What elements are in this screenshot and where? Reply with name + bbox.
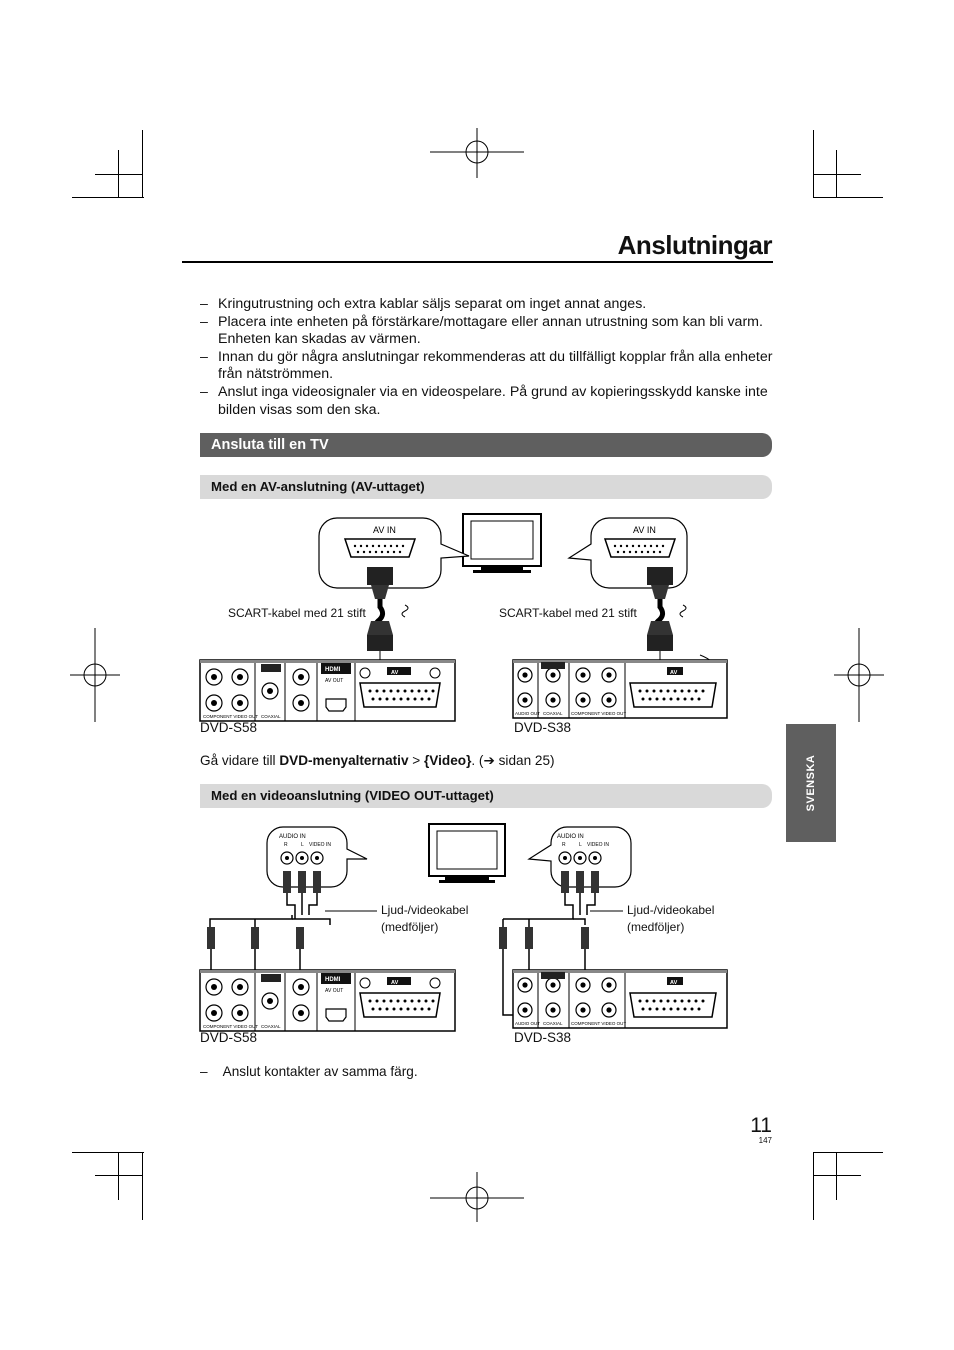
svg-text:AUDIO OUT: AUDIO OUT [515, 1021, 541, 1026]
tv-icon [429, 824, 505, 883]
registration-target-bottom [430, 1172, 524, 1222]
svg-text:R: R [284, 842, 288, 848]
crop-mark [118, 1152, 119, 1200]
registration-target-top [430, 128, 524, 178]
color-match-note: – Anslut kontakter av samma färg. [200, 1064, 418, 1079]
crop-mark [95, 174, 143, 175]
dvd-s38-rear-panel [513, 660, 727, 718]
crop-mark [813, 1152, 814, 1220]
av-cable-label: Ljud-/videokabel (medföljer) [381, 903, 469, 934]
svg-text:COAXIAL: COAXIAL [543, 1021, 563, 1026]
svg-text:AV: AV [391, 670, 399, 676]
model-label-dvd-s58: DVD-S58 [200, 720, 258, 735]
svg-text:COMPONENT VIDEO OUT: COMPONENT VIDEO OUT [571, 711, 627, 716]
svg-text:HDMI: HDMI [325, 977, 341, 983]
dvd-s58-rear-panel [200, 660, 455, 721]
av-cable-label: Ljud-/videokabel (medföljer) [627, 903, 715, 934]
model-label-dvd-s38: DVD-S38 [514, 1030, 572, 1045]
language-side-tab: SVENSKA [786, 724, 836, 842]
scart-cable-label: SCART-kabel med 21 stift [228, 606, 366, 620]
svg-text:AUDIO IN: AUDIO IN [557, 834, 584, 840]
av-in-label: AV IN [373, 525, 396, 535]
svg-text:AV: AV [670, 980, 678, 986]
page-number-small: 147 [758, 1136, 772, 1145]
dvd-s58-rear-panel [200, 970, 455, 1031]
svg-text:L: L [579, 842, 582, 848]
registration-target-left [70, 628, 120, 722]
dvd-s38-rear-panel [513, 970, 727, 1028]
crop-mark [813, 1175, 861, 1176]
bullet-item: – Innan du gör några anslutningar rekommenderas att du tillfälligt kopplar från alla enheter från nätströmmen. [200, 348, 773, 383]
crop-mark [813, 197, 883, 198]
registration-target-right [834, 628, 884, 722]
svg-text:COMPONENT VIDEO OUT: COMPONENT VIDEO OUT [203, 714, 259, 719]
title-rule [182, 261, 773, 263]
tv-icon [463, 514, 541, 573]
crop-mark [142, 130, 143, 198]
svg-text:AV OUT: AV OUT [325, 678, 344, 684]
menu-navigation-instruction: Gå vidare till DVD-menyalternativ > {Video}. (➔ sidan 25) [200, 753, 555, 768]
crop-mark [836, 1152, 837, 1200]
crop-mark [95, 1175, 143, 1176]
svg-text:COMPONENT VIDEO OUT: COMPONENT VIDEO OUT [571, 1021, 627, 1026]
svg-text:AV: AV [391, 980, 399, 986]
svg-text:VIDEO IN: VIDEO IN [309, 842, 331, 848]
svg-text:L: L [301, 842, 304, 848]
intro-bullet-list [200, 296, 780, 419]
model-label-dvd-s58: DVD-S58 [200, 1030, 258, 1045]
arrow-right-icon: ➔ [483, 753, 495, 768]
svg-text:COAXIAL: COAXIAL [261, 714, 281, 719]
crop-mark [72, 197, 144, 198]
section-heading: Ansluta till en TV [200, 433, 772, 457]
svg-text:AUDIO OUT: AUDIO OUT [515, 711, 541, 716]
crop-mark [813, 1152, 883, 1153]
page-title: Anslutningar [617, 230, 772, 260]
svg-text:COAXIAL: COAXIAL [261, 1024, 281, 1029]
svg-text:COAXIAL: COAXIAL [543, 711, 563, 716]
crop-mark [72, 1152, 144, 1153]
svg-text:HDMI: HDMI [325, 667, 341, 673]
crop-mark [142, 1152, 143, 1220]
bullet-item: – Placera inte enheten på förstärkare/mottagare eller annan utrustning som kan bli varm. Enheten kan skadas av värmen. [200, 313, 763, 348]
bullet-item: – Anslut inga videosignaler via en videospelare. På grund av kopieringsskydd kanske inte bilden visas som den ska. [200, 383, 768, 418]
av-in-label: AV IN [633, 525, 656, 535]
crop-mark [813, 174, 861, 175]
page-number: 11 [750, 1114, 772, 1137]
svg-text:R: R [562, 842, 566, 848]
bullet-item: – Kringutrustning och extra kablar säljs separat om inget annat anges. [200, 296, 647, 312]
subsection-heading-video: Med en videoanslutning (VIDEO OUT-uttaget) [200, 784, 772, 808]
scart-cable-label: SCART-kabel med 21 stift [499, 606, 637, 620]
svg-text:AUDIO IN: AUDIO IN [279, 834, 306, 840]
svg-text:AV OUT: AV OUT [325, 988, 344, 994]
model-label-dvd-s38: DVD-S38 [514, 720, 572, 735]
svg-text:VIDEO IN: VIDEO IN [587, 842, 609, 848]
svg-text:COMPONENT VIDEO OUT: COMPONENT VIDEO OUT [203, 1024, 259, 1029]
crop-mark [813, 130, 814, 198]
subsection-heading-av: Med en AV-anslutning (AV-uttaget) [200, 475, 772, 499]
svg-text:AV: AV [670, 670, 678, 676]
